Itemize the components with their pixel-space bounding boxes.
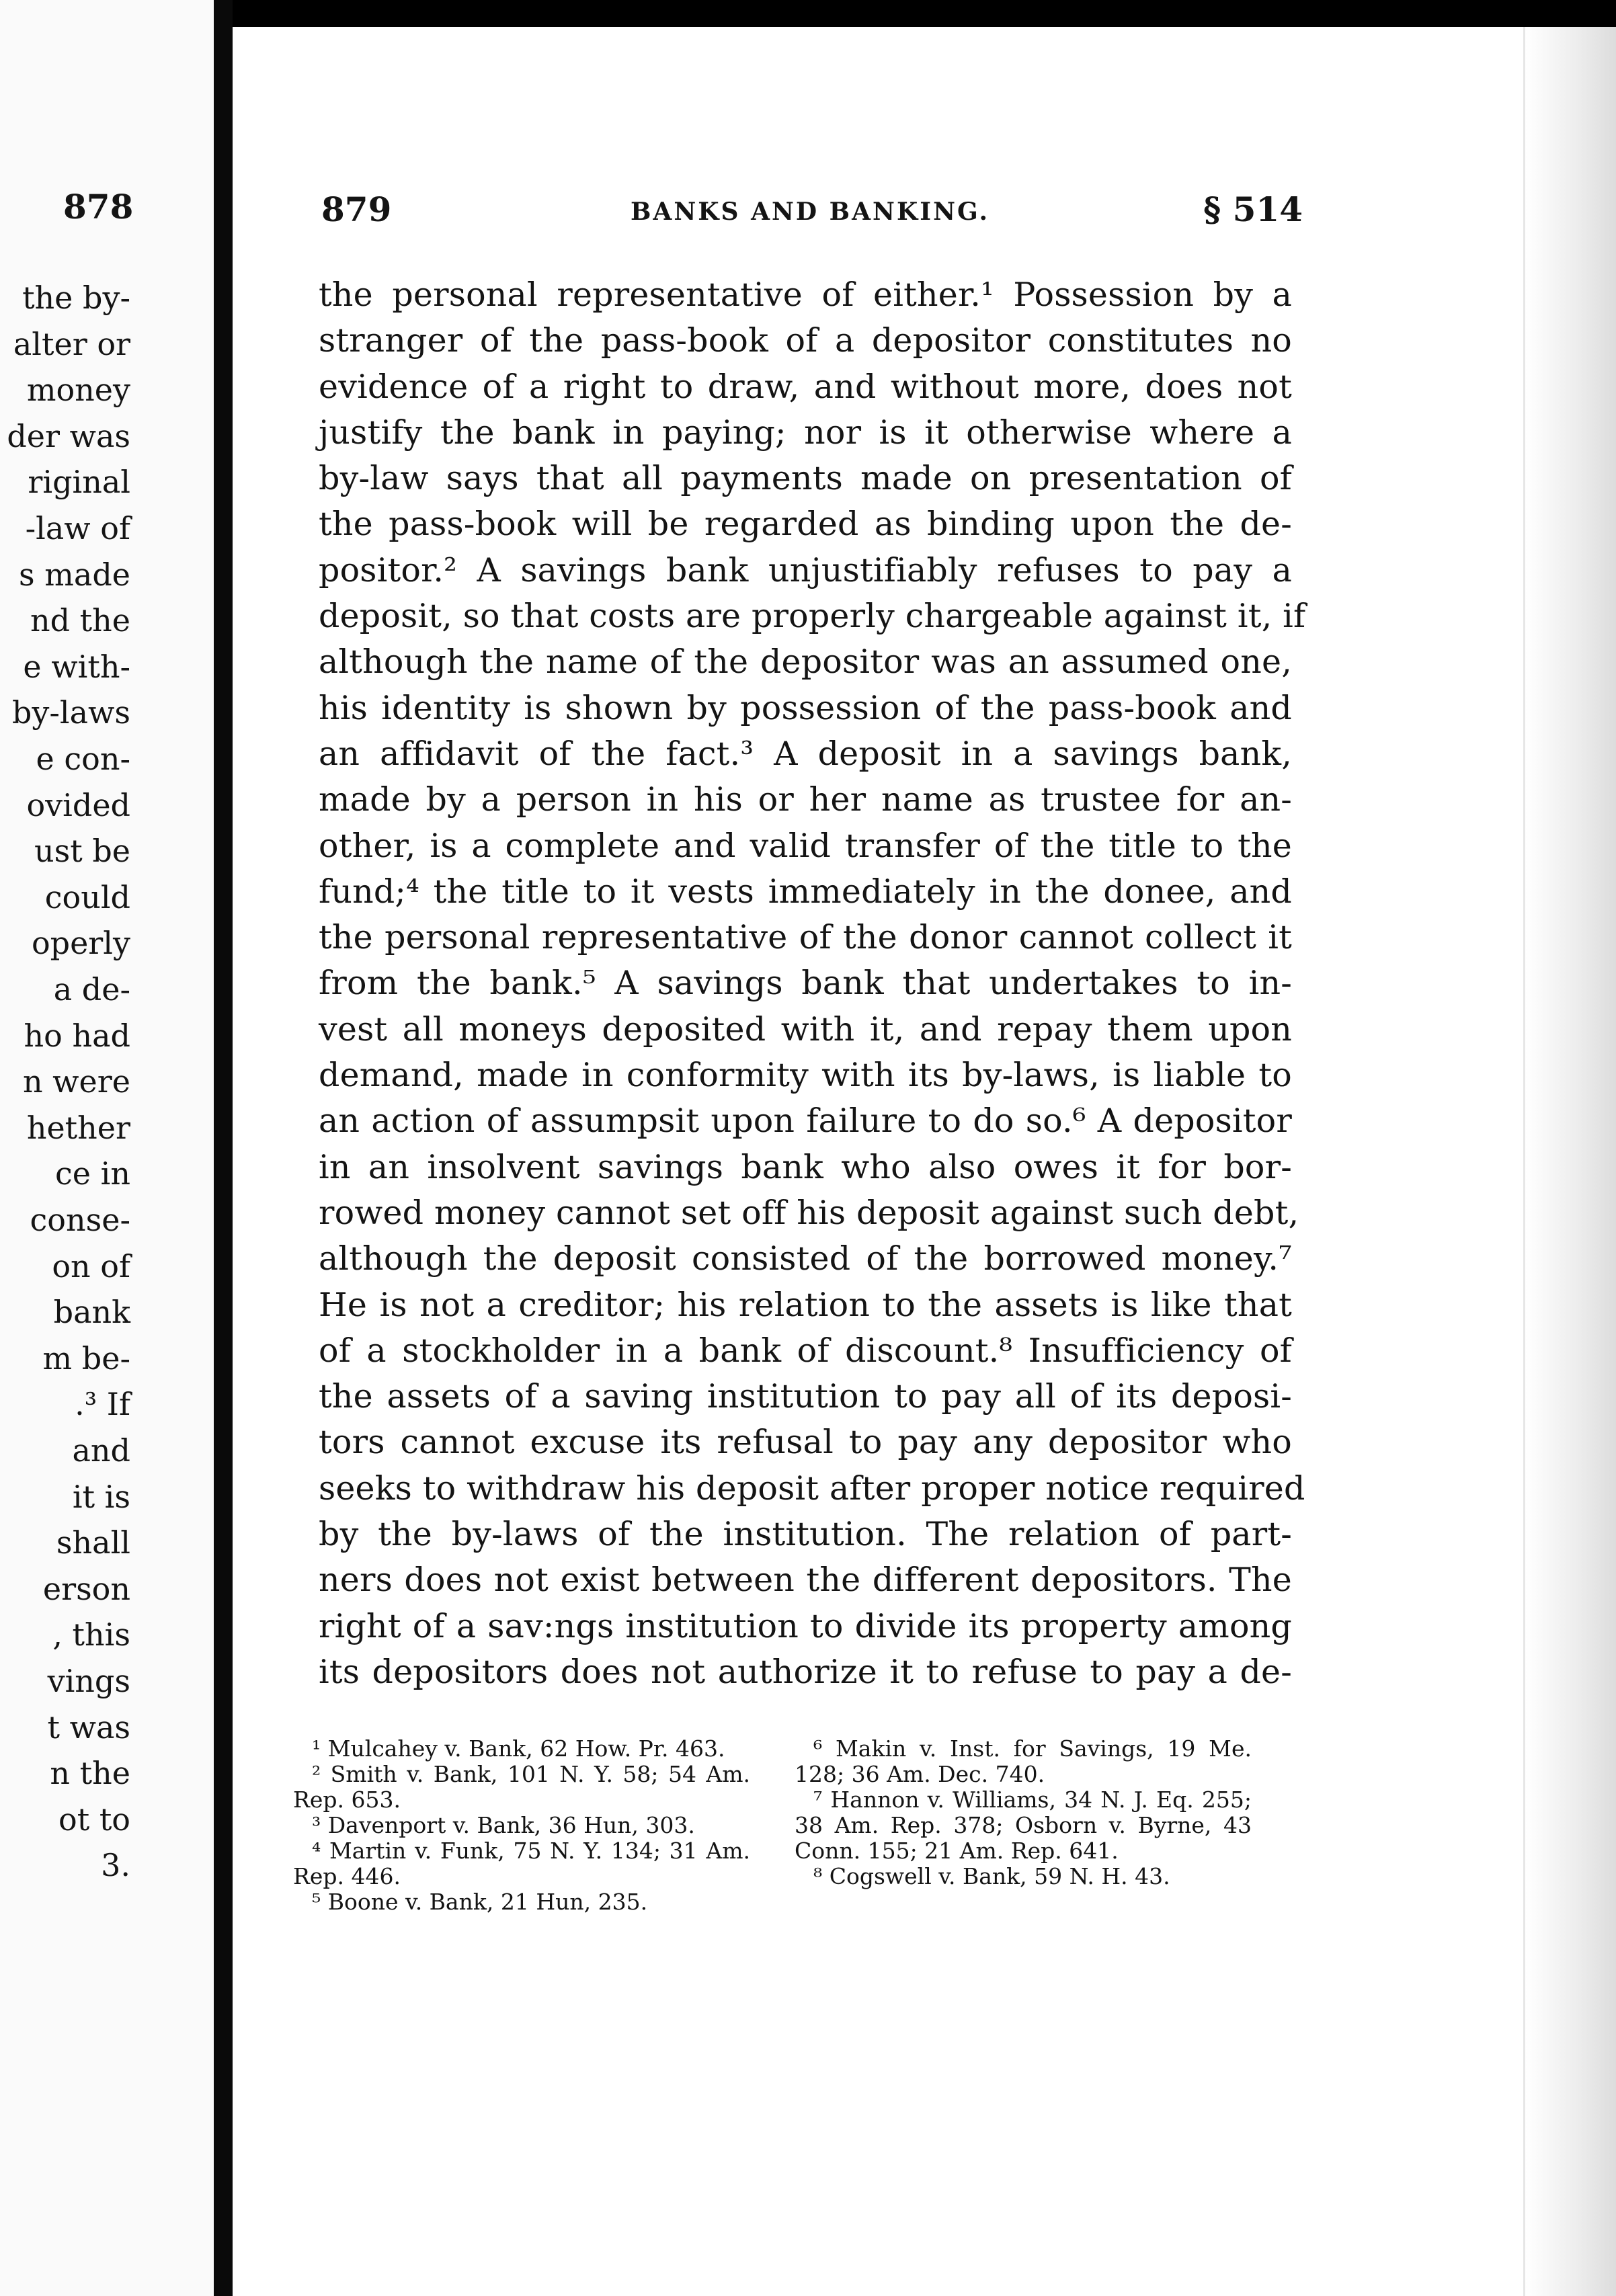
left-page-line: on of (52, 1247, 130, 1284)
left-page-line: shall (56, 1524, 130, 1561)
left-page-number: 878 (63, 187, 134, 227)
left-page-line: by-laws (11, 694, 130, 731)
body-line: in an insolvent savings bank who also owes it for bor- (319, 1147, 1292, 1186)
left-page-line: hether (26, 1109, 130, 1146)
footnote: ⁶ Makin v. Inst. for Savings, 19 Me. 128; 36 Am. Dec. 740. (795, 1735, 1252, 1787)
body-line: from the bank.⁵ A savings bank that undertakes to in- (319, 964, 1292, 1003)
left-page-line: n the (50, 1755, 130, 1792)
body-line: the assets of a saving institution to pay all of its deposi- (319, 1377, 1292, 1416)
running-header (321, 190, 1303, 237)
left-page-line: ce in (55, 1155, 130, 1192)
left-page-line: riginal (28, 464, 130, 501)
body-line: vest all moneys deposited with it, and repay them upon (319, 1010, 1292, 1049)
body-line: his identity is shown by possession of the pass-book and (319, 688, 1292, 727)
left-page-line: and (72, 1432, 130, 1469)
left-page-line: .³ If (75, 1386, 130, 1423)
left-page-line: nd the (30, 602, 130, 639)
left-page-line: 3. (101, 1847, 130, 1884)
body-line: an affidavit of the fact.³ A deposit in a savings bank, (319, 734, 1292, 773)
left-page-line: conse- (30, 1202, 130, 1238)
body-line: justify the bank in paying; nor is it otherwise where a (319, 413, 1292, 452)
section-number: § 514 (1203, 190, 1303, 229)
body-line: demand, made in conformity with its by-laws, is liable to (319, 1056, 1292, 1095)
left-page-line: ust be (34, 833, 130, 870)
left-page-line: bank (53, 1294, 130, 1331)
body-line: positor.² A savings bank unjustifiably refuses to pay a (319, 550, 1292, 589)
footnote: ³ Davenport v. Bank, 36 Hun, 303. (312, 1812, 695, 1838)
body-line: of a stockholder in a bank of discount.⁸ Insufficiency of (319, 1331, 1292, 1370)
body-line: an action of assumpsit upon failure to do so.⁶ A depositor (319, 1102, 1292, 1141)
body-line: deposit, so that costs are properly chargeable against it, if (319, 597, 1306, 636)
left-page-line: ovided (26, 786, 130, 823)
left-page-line: e with- (23, 648, 130, 685)
left-page-line: vings (47, 1663, 130, 1699)
body-line: rowed money cannot set off his deposit against such debt, (319, 1193, 1299, 1232)
body-line: stranger of the pass-book of a depositor constitutes no (319, 321, 1292, 360)
footnote: ⁸ Cogswell v. Bank, 59 N. H. 43. (813, 1863, 1170, 1889)
left-page-line: ot to (58, 1801, 130, 1838)
left-page-line: e con- (36, 741, 130, 777)
body-line: although the name of the depositor was an assumed one, (319, 643, 1292, 682)
left-page-line: t was (47, 1709, 130, 1746)
running-title: BANKS AND BANKING. (631, 198, 989, 226)
left-page-line: alter or (13, 325, 130, 362)
left-page-line: m be- (42, 1340, 130, 1377)
body-text (319, 272, 1306, 1695)
footnotes-right (795, 1736, 1252, 1889)
book-gutter (214, 0, 233, 2296)
left-page (0, 0, 214, 2296)
left-page-line: money (26, 372, 130, 409)
footnotes-left (293, 1736, 750, 1915)
body-line: ners does not exist between the different depositors. The (319, 1561, 1292, 1600)
body-line: evidence of a right to draw, and without more, does not (319, 367, 1292, 406)
left-page-line: ho had (24, 1017, 130, 1054)
body-line: by the by-laws of the institution. The relation of part- (319, 1515, 1292, 1554)
footnote: ⁴ Martin v. Funk, 75 N. Y. 134; 31 Am. Rep. 446. (293, 1838, 750, 1889)
footnote: ⁷ Hannon v. Williams, 34 N. J. Eq. 255; 38 Am. Rep. 378; Osborn v. Byrne, 43 Conn. 155; 21 Am. Rep. 641. (795, 1787, 1252, 1864)
left-page-line: it is (72, 1478, 130, 1515)
body-line: the personal representative of either.¹ Possession by a (319, 276, 1292, 314)
body-line: the pass-book will be regarded as binding upon the de- (319, 505, 1292, 544)
page-number: 879 (321, 190, 392, 229)
footnote: ¹ Mulcahey v. Bank, 62 How. Pr. 463. (312, 1735, 725, 1762)
body-line: other, is a complete and valid transfer of the title to the (319, 826, 1292, 865)
top-border (233, 0, 1616, 27)
left-page-line: s made (19, 556, 130, 593)
footnote: ² Smith v. Bank, 101 N. Y. 58; 54 Am. Rep. 653. (293, 1761, 750, 1813)
body-line: by-law says that all payments made on presentation of (319, 459, 1292, 498)
left-page-line: n were (22, 1063, 130, 1100)
body-line: its depositors does not authorize it to refuse to pay a de- (319, 1652, 1292, 1691)
body-line: fund;⁴ the title to it vests immediately in the donee, and (319, 872, 1292, 911)
footnote: ⁵ Boone v. Bank, 21 Hun, 235. (312, 1889, 648, 1915)
body-line: seeks to withdraw his deposit after proper notice required (319, 1469, 1305, 1508)
left-page-line: der was (7, 417, 130, 454)
body-line: the personal representative of the donor cannot collect it (319, 918, 1292, 957)
body-line: tors cannot excuse its refusal to pay any depositor who (319, 1423, 1292, 1462)
left-page-line: erson (42, 1570, 130, 1607)
left-page-line: -law of (25, 510, 130, 546)
left-page-line: , this (52, 1616, 130, 1653)
left-page-line: the by- (22, 280, 130, 316)
body-line: He is not a creditor; his relation to the assets is like that (319, 1285, 1292, 1324)
left-page-line: a de- (53, 971, 130, 1008)
left-page-line: operly (31, 925, 130, 962)
body-line: right of a sav:ngs institution to divide its property among (319, 1606, 1292, 1645)
body-line: made by a person in his or her name as trustee for an- (319, 780, 1292, 819)
page-stack-edge (1525, 27, 1616, 2296)
left-page-line: could (44, 878, 130, 915)
body-line: although the deposit consisted of the borrowed money.⁷ (319, 1239, 1292, 1278)
